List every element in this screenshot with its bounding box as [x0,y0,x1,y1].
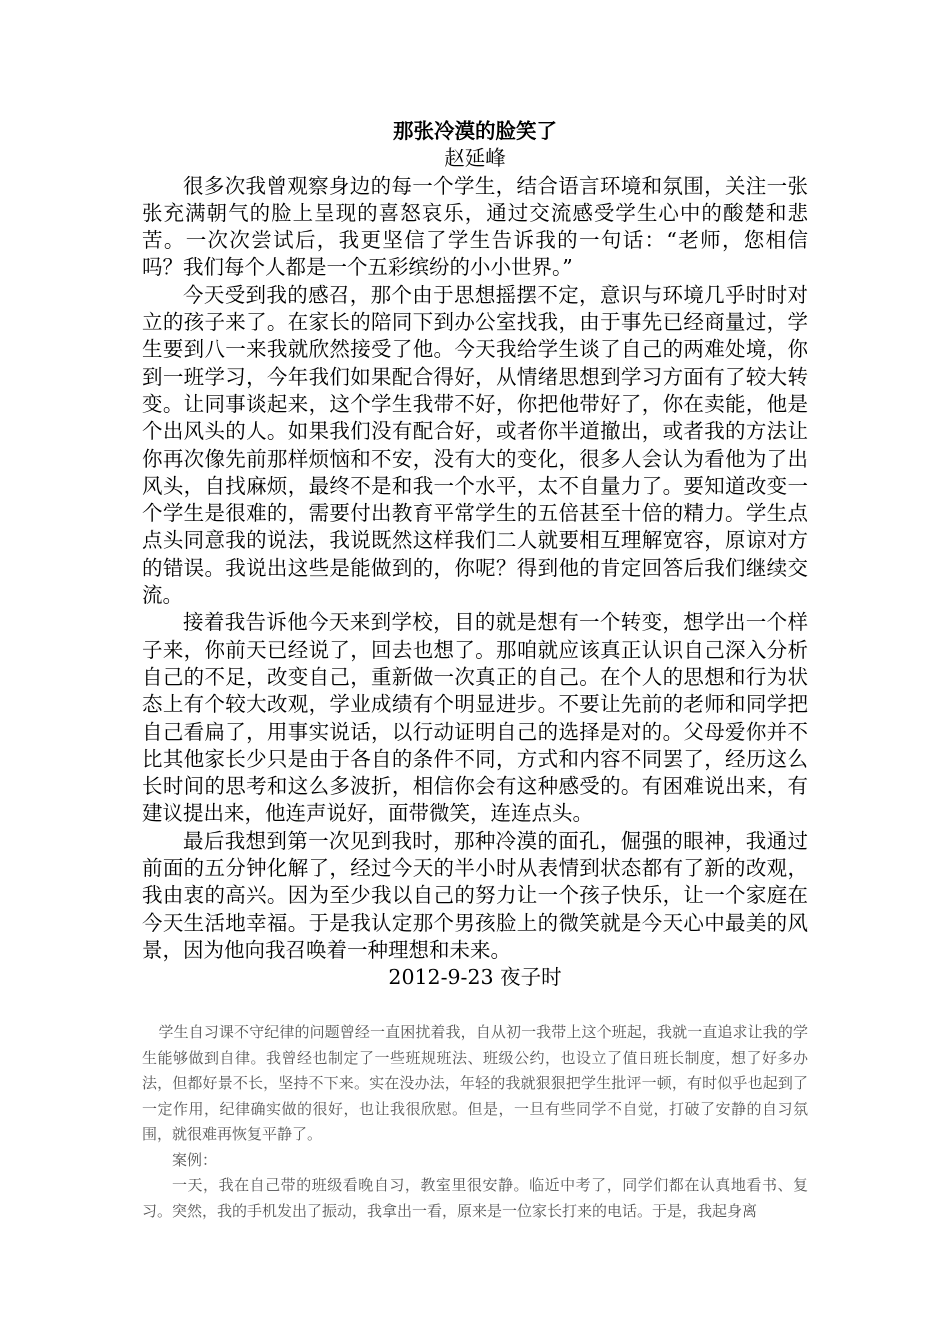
excerpt-section [142,1020,808,1224]
article-date: 2012-9-23 夜子时 [388,965,562,990]
article-author: 赵延峰 [444,146,506,171]
excerpt-paragraph: 学生自习课不守纪律的问题曾经一直困扰着我，自从初一我带上这个班起，我就一直追求让我的学生能够做到自律。我曾经也制定了一些班规班法、班级公约，也设立了值日班长制度，想了好多办法，但都好景不长，坚持不下来。实在没办法，年轻的我就狠狠把学生批评一顿，有时似乎也起到了一定作用，纪律确实做的很好，也让我很欣慰。但是，一旦有些同学不自觉，打破了安静的自习氛围，就很难再恢复平静了。 [142,1023,808,1143]
article [142,118,808,992]
article-paragraph: 很多次我曾观察身边的每一个学生，结合语言环境和氛围，关注一张张充满朝气的脸上呈现的喜怒哀乐，通过交流感受学生心中的酸楚和悲苦。一次次尝试后，我更坚信了学生告诉我的一句话：“老师，您相信吗？我们每个人都是一个五彩缤纷的小小世界。” [142,173,808,280]
article-paragraph: 今天受到我的感召，那个由于思想摇摆不定，意识与环境几乎时时对立的孩子来了。在家长的陪同下到办公室找我，由于事先已经商量过，学生要到八一来我就欣然接受了他。今天我给学生谈了自己的两难处境，你到一班学习，今年我们如果配合得好，从情绪思想到学习方面有了较大转变。让同事谈起来，这个学生我带不好，你把他带好了，你在卖能，他是个出风头的人。如果我们没有配合好，或者你半道撤出，或者我的方法让你再次像先前那样烦恼和不安，没有大的变化，很多人会认为看他为了出风头，自找麻烦，最终不是和我一个水平，太不自量力了。要知道改变一个学生是很难的，需要付出教育平常学生的五倍甚至十倍的精力。学生点点头同意我的说法，我说既然这样我们二人就要相互理解宽容，原谅对方的错误。我说出这些是能做到的，你呢？得到他的肯定回答后我们继续交流。 [142,282,808,608]
excerpt-paragraph: 一天，我在自己带的班级看晚自习，教室里很安静。临近中考了，同学们都在认真地看书、复习。突然，我的手机发出了振动，我拿出一看，原来是一位家长打来的电话。于是，我起身离 [142,1176,808,1220]
article-paragraph: 接着我告诉他今天来到学校，目的就是想有一个转变，想学出一个样子来，你前天已经说了，回去也想了。那咱就应该真正认识自己深入分析自己的不足，改变自己，重新做一次真正的自己。在个人的思想和行为状态上有个较大改观，学业成绩有个明显进步。不要让先前的老师和同学把自己看扁了，用事实说话，以行动证明自己的选择是对的。父母爱你并不比其他家长少只是由于各自的条件不同，方式和内容不同罢了，经历这么长时间的思考和这么多波折，相信你会有这种感受的。有困难说出来，有建议提出来，他连声说好，面带微笑，连连点头。 [142,610,808,826]
excerpt-case-label: 案例： [172,1150,218,1169]
article-paragraph: 最后我想到第一次见到我时，那种冷漠的面孔，倔强的眼神，我通过前面的五分钟化解了，经过今天的半小时从表情到状态都有了新的改观，我由衷的高兴。因为至少我以自己的努力让一个孩子快乐，让一个家庭在今天生活地幸福。于是我认定那个男孩脸上的微笑就是今天心中最美的风景，因为他向我召唤着一种理想和未来。 [142,828,808,962]
article-title: 那张冷漠的脸笑了 [393,119,557,143]
